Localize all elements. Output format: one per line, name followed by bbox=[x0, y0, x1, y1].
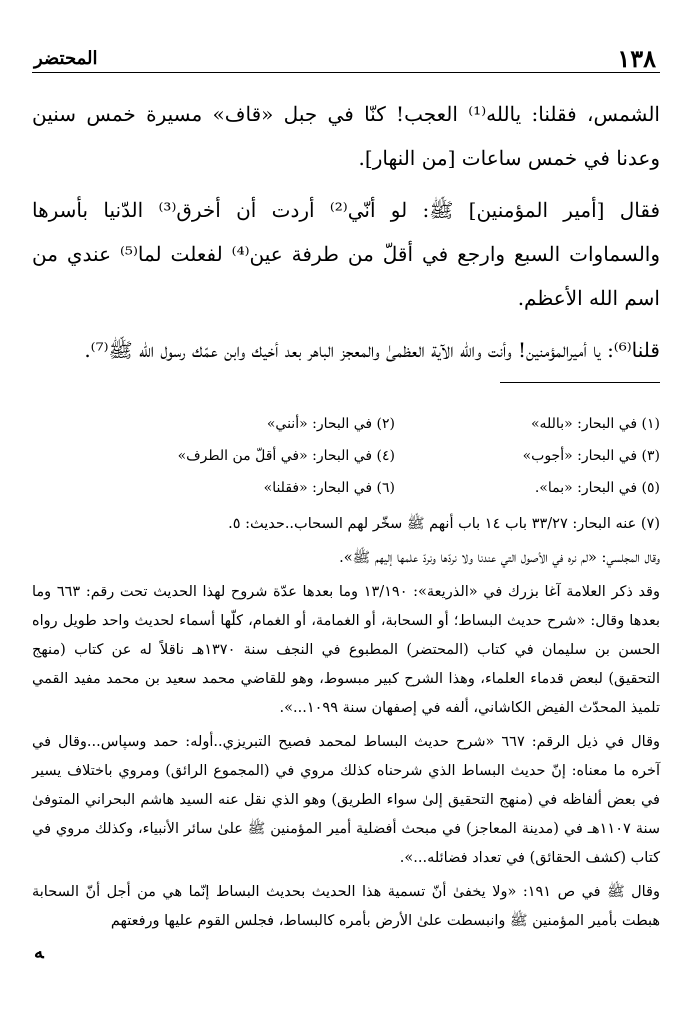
page-header bbox=[32, 40, 660, 73]
footnote: (٢) في البحار: «أنني» bbox=[266, 416, 395, 432]
running-title: المحتضر bbox=[34, 48, 98, 69]
footnotes-grid bbox=[150, 408, 660, 504]
continuation-mark: ﻪ bbox=[34, 942, 44, 963]
main-text bbox=[32, 92, 660, 380]
footnotes-body bbox=[32, 510, 660, 941]
footnote-paragraph: وقال في ذيل الرقم: ٦٦٧ «شرح حديث البساط لمحمد فصيح التبريزي..أوله: حمد وسپاس...وقال في آخره ما معناه: إنّ حديث البساط الذي شرحناه كذلك مروي في (المجموع الرائق) ومروي باختلاف يسير في بعض ألفاظه في (منهج التحقيق إلىٰ سواء الطريق) وهو الذي نقل عنه السيد هاشم البحراني المتوفىٰ سنة ١١٠٧هـ في (مدينة المعاجز) في مبحث أفضلية أمير المؤمنين ﷺ علىٰ سائر الأنبياء، وكذلك مروي في كتاب (كشف الحقائق) في تعداد فضائله...». bbox=[32, 734, 661, 866]
footnote: (٣) في البحار: «أجوب» bbox=[522, 448, 660, 464]
footnote: (٦) في البحار: «فقلنا» bbox=[263, 480, 395, 496]
main-paragraph: قلنا⁽⁶⁾: يا أميرالمؤمنين! وأنت والله الآية العظمىٰ والمعجز الباهر بعد أخيك وابن عمّك رسول الله ﷺ⁽⁷⁾. bbox=[84, 338, 660, 362]
footnote-paragraph: وقال المجلسي: «لم نره في الأصول التي عندنا ولا نردّها ونردّ علمها إليهم ﷺ». bbox=[339, 550, 660, 566]
page-number: ١٣٨ bbox=[617, 44, 656, 73]
footnote-paragraph: وقال ﷺ في ص ١٩١: «ولا يخفىٰ أنّ تسمية هذا الحديث بحديث البساط إنّما هي من أجل أنّ السحابة هبطت بأمير المؤمنين ﷺ وانبسطت علىٰ الأرض بأمره كالبساط، فجلس القوم عليها ورفعتهم bbox=[32, 884, 660, 929]
footnote-paragraph: (٧) عنه البحار: ٣٣/٢٧ باب ١٤ باب أنهم ﷺ سخّر لهم السحاب..حديث: ٥. bbox=[228, 516, 660, 532]
footnote-separator bbox=[500, 382, 660, 383]
footnote: (٤) في البحار: «في أقلّ من الطرف» bbox=[177, 448, 395, 464]
footnote-paragraph: وقد ذكر العلامة آغا بزرك في «الذريعة»: ١٣/١٩٠ وما بعدها عدّة شروح لهذا الحديث تحت رقم: ٦٦٣ وما بعدها وقال: «شرح حديث البساط؛ أو السحابة، أو الغمامة، أو الغمام، كلّها أسماء لحديث واحد طويل رواه الحسن بن سليمان في كتاب (المحتضر) المطبوع في النجف سنة ١٣٧٠هـ ناقلاً له عن كتاب (منهج التحقيق) لبعض قدماء العلماء، وهذا الشرح كبير مبسوط، وهو للقاضي محمد سعيد بن محمد مفيد القمي تلميذ المحدّث الفيض الكاشاني، ألفه في إصفهان سنة ١٠٩٩...». bbox=[32, 584, 660, 716]
footnote: (١) في البحار: «بالله» bbox=[530, 416, 660, 432]
main-paragraph: الشمس، فقلنا: يالله⁽¹⁾ العجب! كنّا في جبل «قاف» مسيرة خمس سنين وعدنا في خمس ساعات [من النهار]. bbox=[32, 102, 660, 170]
footnote: (٥) في البحار: «بما». bbox=[534, 480, 660, 496]
main-paragraph: فقال [أمير المؤمنين] ﷺ: لو أنّي⁽²⁾ أردت أن أخرق⁽³⁾ الدّنيا بأسرها والسماوات السبع وارجع في أقلّ من طرفة عين⁽⁴⁾ لفعلت لما⁽⁵⁾ عندي من اسم الله الأعظم. bbox=[32, 198, 660, 310]
